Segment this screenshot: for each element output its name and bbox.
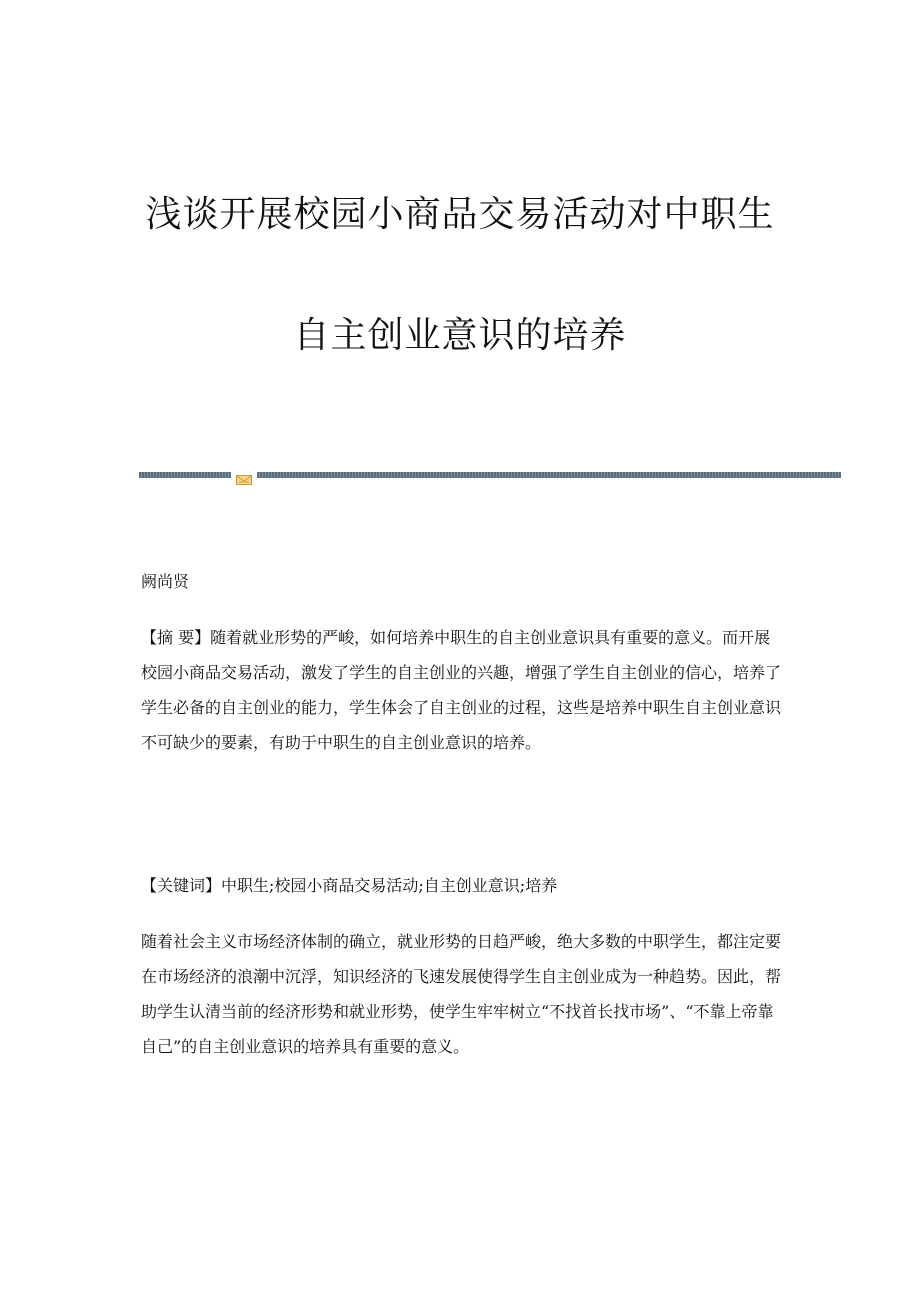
- abstract-label: 【摘 要】: [141, 628, 211, 647]
- document-title-line-1: 浅谈开展校园小商品交易活动对中职生: [145, 194, 775, 235]
- keywords-label: 【关键词】: [141, 876, 222, 895]
- body-paragraph: 随着社会主义市场经济体制的确立，就业形势的日趋严峻，绝大多数的中职学生，都注定要在市场经济的浪潮中沉浮，知识经济的飞速发展使得学生自主创业成为一种趋势。因此，帮助学生认清当前的经济形势和就业形势，使学生牢牢树立“不找首长找市场”、“不靠上帝靠自己”的自主创业意识的培养具有重要的意义。: [141, 932, 782, 1056]
- keywords-paragraph: [141, 868, 781, 903]
- ornament-icon: [236, 470, 252, 480]
- divider-bar-left: [139, 472, 231, 478]
- divider-bar-right: [257, 472, 841, 478]
- title-divider: [139, 470, 841, 480]
- author-name: 阙尚贤: [141, 572, 190, 591]
- abstract-text: 随着就业形势的严峻，如何培养中职生的自主创业意识具有重要的意义。而开展校园小商品交易活动，激发了学生的自主创业的兴趣，增强了学生自主创业的信心，培养了学生必备的自主创业的能力，学生体会了自主创业的过程，这些是培养中职生自主创业意识不可缺少的要素，有助于中职生的自主创业意识的培养。: [141, 628, 782, 752]
- abstract-paragraph: [141, 620, 781, 760]
- keywords-text: 中职生;校园小商品交易活动;自主创业意识;培养: [221, 876, 558, 895]
- document-title-line-2: 自主创业意识的培养: [293, 315, 627, 356]
